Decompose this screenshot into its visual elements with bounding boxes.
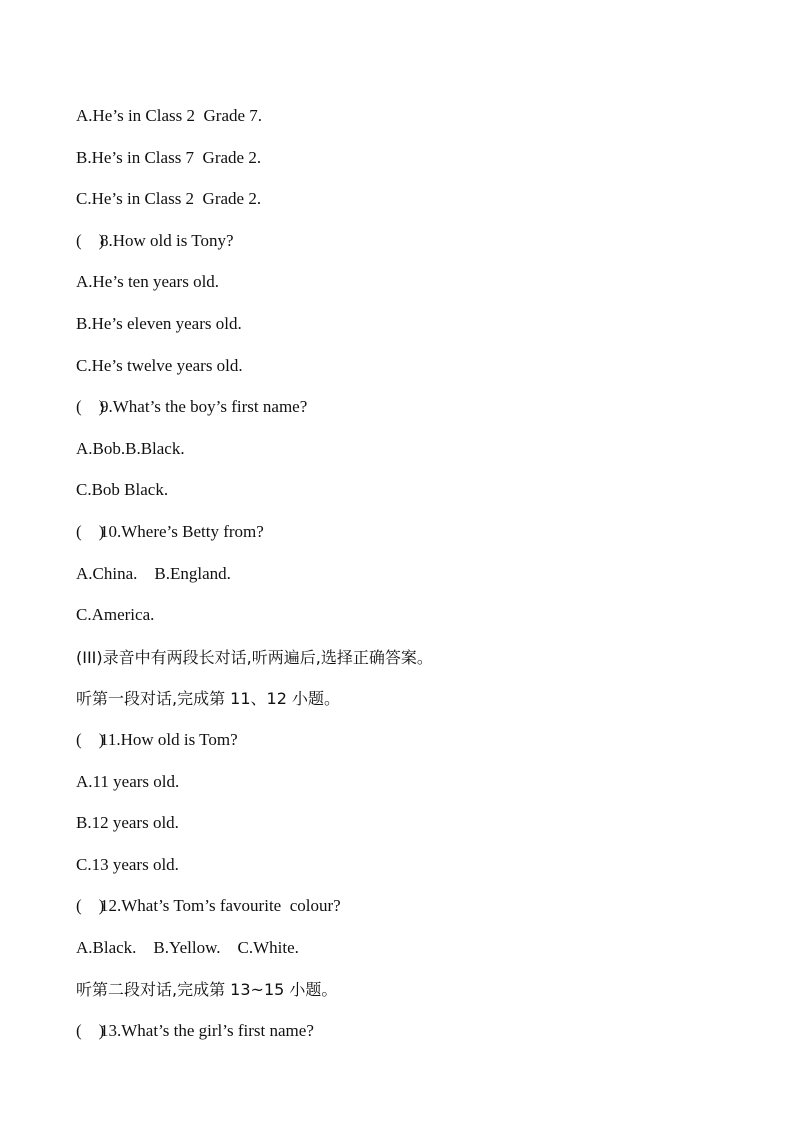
- question-line: ( )12.What’s Tom’s favourite colour?: [76, 896, 341, 915]
- option-line: B.12 years old.: [76, 813, 179, 832]
- option-line: A.He’s ten years old.: [76, 272, 220, 291]
- answer-blank: ( ): [76, 730, 105, 749]
- option-line: B.He’s in Class 7 Grade 2.: [76, 148, 262, 167]
- answer-blank: ( ): [76, 896, 105, 915]
- option-line: A.Bob.B.Black.: [76, 439, 185, 458]
- instruction-line: 听第二段对话,完成第 13~15 小题。: [76, 980, 338, 999]
- option-line: B.He’s eleven years old.: [76, 314, 242, 333]
- question-line: ( )13.What’s the girl’s first name?: [76, 1021, 314, 1040]
- option-line: A.China. B.England.: [76, 564, 231, 583]
- option-line: C.America.: [76, 605, 155, 624]
- option-line: A.11 years old.: [76, 772, 180, 791]
- option-line: C.He’s twelve years old.: [76, 356, 243, 375]
- instruction-line: 听第一段对话,完成第 11、12 小题。: [76, 689, 340, 708]
- question-line: ( )11.How old is Tom?: [76, 730, 238, 749]
- answer-blank: ( ): [76, 522, 105, 541]
- option-line: A.He’s in Class 2 Grade 7.: [76, 106, 263, 125]
- option-line: C.Bob Black.: [76, 480, 169, 499]
- option-line: C.13 years old.: [76, 855, 179, 874]
- question-line: ( )8.How old is Tony?: [76, 231, 234, 250]
- question-line: ( )10.Where’s Betty from?: [76, 522, 264, 541]
- answer-blank: ( ): [76, 231, 105, 250]
- section-heading: (III)录音中有两段长对话,听两遍后,选择正确答案。: [76, 648, 433, 667]
- answer-blank: ( ): [76, 1021, 105, 1040]
- option-line: A.Black. B.Yellow. C.White.: [76, 938, 299, 957]
- answer-blank: ( ): [76, 397, 105, 416]
- option-line: C.He’s in Class 2 Grade 2.: [76, 189, 262, 208]
- question-line: ( )9.What’s the boy’s first name?: [76, 397, 308, 416]
